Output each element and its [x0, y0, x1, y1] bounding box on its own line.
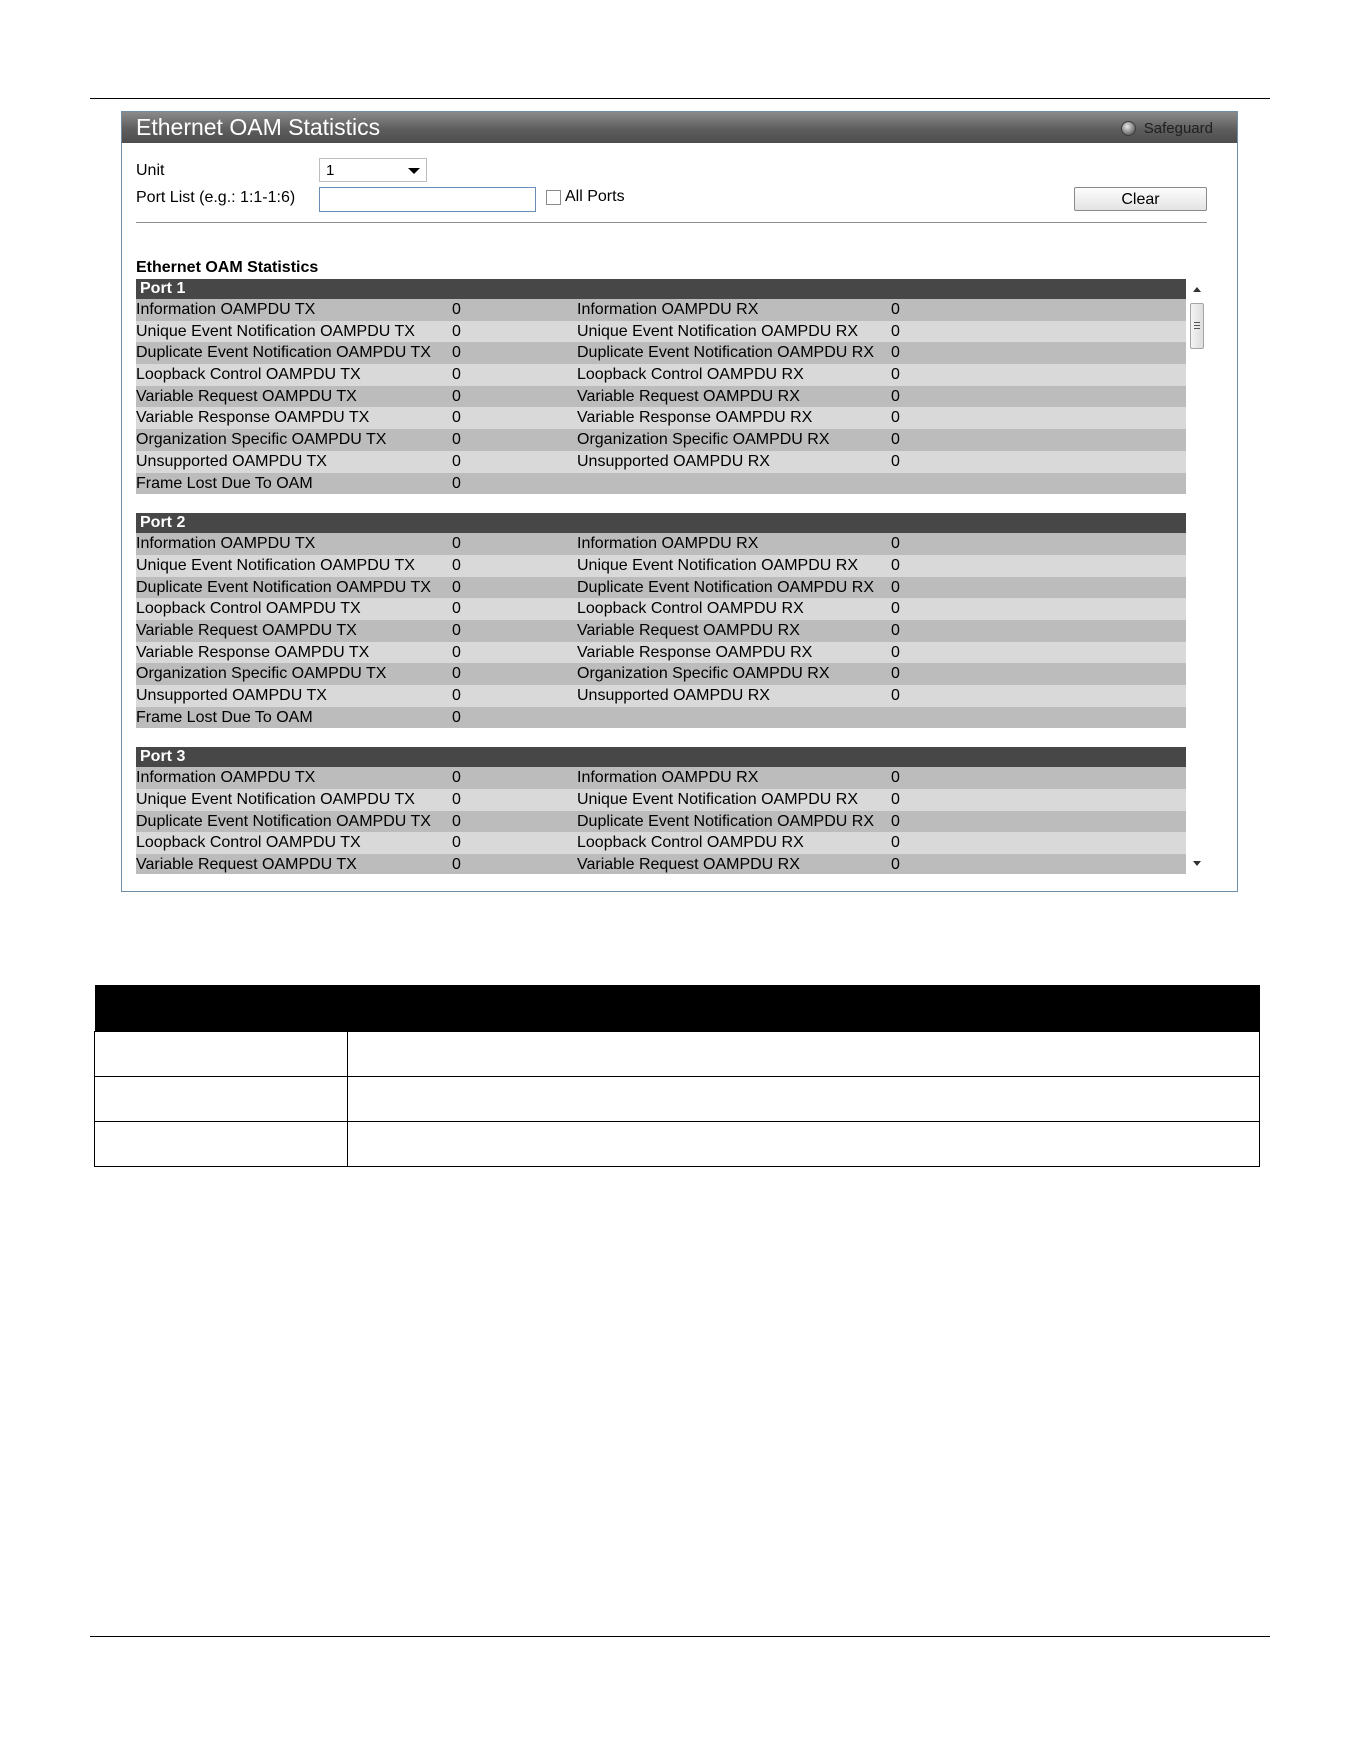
stat-value: 0 — [891, 856, 900, 874]
stat-value: 0 — [452, 687, 461, 704]
table-cell — [95, 1032, 348, 1077]
safeguard-indicator — [1121, 120, 1213, 137]
stat-label: Information OAMPDU RX — [577, 535, 759, 553]
stats-scroll-area[interactable] — [136, 279, 1204, 874]
stat-label: Variable Response OAMPDU RX — [577, 643, 813, 661]
form-divider — [136, 222, 1207, 223]
stat-value: 0 — [452, 708, 461, 726]
stat-value: 0 — [452, 409, 461, 427]
stat-label: Duplicate Event Notification OAMPDU TX — [136, 578, 431, 596]
grip-line — [1194, 325, 1200, 326]
panel-title: Ethernet OAM Statistics — [136, 114, 381, 140]
table-cell — [95, 1122, 348, 1167]
stat-label: Variable Response OAMPDU TX — [136, 409, 370, 427]
table-row — [136, 685, 1186, 707]
stat-label: Variable Response OAMPDU TX — [136, 643, 370, 661]
stat-label: Duplicate Event Notification OAMPDU TX — [136, 812, 431, 830]
stat-value: 0 — [452, 556, 461, 574]
unit-label: Unit — [136, 162, 165, 179]
stat-label: Unique Event Notification OAMPDU TX — [136, 322, 415, 340]
chevron-down-icon — [408, 168, 420, 174]
stat-label: Unique Event Notification OAMPDU RX — [577, 556, 858, 574]
table-cell — [348, 1032, 1260, 1077]
all-ports-checkbox[interactable] — [546, 190, 561, 205]
grip-line — [1194, 322, 1200, 323]
table-row — [136, 832, 1186, 854]
stat-label: Variable Request OAMPDU RX — [577, 856, 800, 874]
stat-value: 0 — [452, 665, 461, 683]
top-rule — [90, 98, 1270, 99]
oam-statistics-panel — [121, 111, 1238, 892]
port-header: Port 2 — [136, 513, 1186, 533]
table-cell — [348, 1077, 1260, 1122]
stat-label: Information OAMPDU RX — [577, 769, 759, 787]
stat-value: 0 — [452, 643, 461, 661]
stat-label: Duplicate Event Notification OAMPDU RX — [577, 812, 874, 830]
stat-label: Organization Specific OAMPDU RX — [577, 665, 830, 683]
stat-value: 0 — [452, 535, 461, 553]
stat-value: 0 — [891, 344, 900, 362]
port-block — [136, 513, 1186, 728]
stat-value: 0 — [452, 301, 461, 318]
all-ports-label: All Ports — [565, 188, 625, 205]
stat-value: 0 — [891, 322, 900, 340]
table-row — [95, 1032, 1260, 1077]
stat-label: Unique Event Notification OAMPDU TX — [136, 791, 415, 809]
stat-value: 0 — [891, 687, 900, 704]
stat-value: 0 — [452, 600, 461, 618]
vertical-scrollbar[interactable] — [1188, 279, 1206, 874]
table-row — [136, 429, 1186, 451]
table-row — [136, 767, 1186, 789]
table-row — [136, 321, 1186, 343]
stat-value: 0 — [891, 387, 900, 405]
grip-line — [1194, 328, 1200, 329]
stat-label: Unsupported OAMPDU TX — [136, 687, 327, 704]
stat-value: 0 — [452, 578, 461, 596]
stat-value: 0 — [891, 643, 900, 661]
stat-value: 0 — [452, 856, 461, 874]
port-header: Port 1 — [136, 279, 1186, 299]
stat-label: Information OAMPDU TX — [136, 769, 316, 787]
table-cell — [95, 1077, 348, 1122]
stat-label: Unsupported OAMPDU RX — [577, 452, 770, 470]
table-row — [136, 473, 1186, 495]
table-header-cell — [95, 985, 348, 1032]
table-row — [136, 620, 1186, 642]
stat-value: 0 — [452, 344, 461, 362]
stat-value: 0 — [891, 452, 900, 470]
table-header-cell — [348, 985, 1260, 1032]
table-row — [136, 299, 1186, 321]
stat-value: 0 — [891, 578, 900, 596]
stat-label: Information OAMPDU RX — [577, 301, 759, 318]
stat-value: 0 — [891, 812, 900, 830]
stat-label: Organization Specific OAMPDU TX — [136, 665, 387, 683]
stat-label: Variable Request OAMPDU TX — [136, 387, 357, 405]
stat-label: Frame Lost Due To OAM — [136, 474, 313, 492]
stat-label: Information OAMPDU TX — [136, 535, 316, 553]
table-row — [136, 707, 1186, 729]
port-rows — [136, 299, 1186, 494]
stat-value: 0 — [891, 301, 900, 318]
stat-label: Variable Request OAMPDU TX — [136, 621, 357, 639]
stat-value: 0 — [452, 621, 461, 639]
table-header-row — [95, 985, 1260, 1032]
scroll-up-arrow-icon[interactable] — [1193, 287, 1201, 292]
stat-value: 0 — [452, 366, 461, 384]
scrollbar-thumb[interactable] — [1190, 303, 1204, 349]
port-rows — [136, 767, 1186, 874]
panel-header — [122, 112, 1237, 143]
table-row — [136, 386, 1186, 408]
section-title: Ethernet OAM Statistics — [136, 259, 319, 276]
stat-label: Unique Event Notification OAMPDU TX — [136, 556, 415, 574]
stat-value: 0 — [452, 474, 461, 492]
port-block — [136, 747, 1186, 874]
stat-label: Unsupported OAMPDU RX — [577, 687, 770, 704]
stat-value: 0 — [891, 556, 900, 574]
bottom-rule — [90, 1636, 1270, 1637]
all-ports-option[interactable] — [546, 188, 625, 206]
stat-value: 0 — [891, 409, 900, 427]
stat-label: Loopback Control OAMPDU TX — [136, 600, 361, 618]
table-row — [136, 598, 1186, 620]
table-row — [136, 342, 1186, 364]
stat-label: Duplicate Event Notification OAMPDU RX — [577, 344, 874, 362]
table-row — [136, 789, 1186, 811]
stat-label: Variable Request OAMPDU RX — [577, 387, 800, 405]
table-row — [136, 854, 1186, 874]
unit-select-value: 1 — [326, 162, 335, 179]
stat-label: Loopback Control OAMPDU RX — [577, 366, 804, 384]
port-block — [136, 279, 1186, 494]
table-row — [136, 811, 1186, 833]
stat-value: 0 — [891, 621, 900, 639]
stat-value: 0 — [452, 452, 461, 470]
stat-label: Loopback Control OAMPDU RX — [577, 600, 804, 618]
safeguard-label: Safeguard — [1143, 120, 1213, 137]
stat-label: Loopback Control OAMPDU TX — [136, 366, 361, 384]
table-row — [136, 577, 1186, 599]
stat-value: 0 — [891, 791, 900, 809]
description-table — [94, 985, 1260, 1167]
stat-label: Organization Specific OAMPDU TX — [136, 431, 387, 449]
stat-value: 0 — [452, 834, 461, 852]
port-list-input[interactable] — [319, 187, 536, 212]
stat-label: Variable Request OAMPDU TX — [136, 856, 357, 874]
stat-value: 0 — [891, 665, 900, 683]
stat-label: Variable Request OAMPDU RX — [577, 621, 800, 639]
stat-label: Unique Event Notification OAMPDU RX — [577, 322, 858, 340]
stat-label: Information OAMPDU TX — [136, 301, 316, 318]
stat-label: Duplicate Event Notification OAMPDU TX — [136, 344, 431, 362]
table-cell — [348, 1122, 1260, 1167]
stat-value: 0 — [891, 769, 900, 787]
stat-value: 0 — [452, 431, 461, 449]
stat-value: 0 — [891, 431, 900, 449]
stat-label: Unique Event Notification OAMPDU RX — [577, 791, 858, 809]
stat-value: 0 — [891, 600, 900, 618]
unit-select[interactable] — [319, 158, 427, 182]
port-rows — [136, 533, 1186, 728]
stat-value: 0 — [452, 812, 461, 830]
stat-label: Loopback Control OAMPDU TX — [136, 834, 361, 852]
table-row — [136, 642, 1186, 664]
table-row — [136, 364, 1186, 386]
clear-button[interactable]: Clear — [1074, 187, 1207, 211]
table-row — [136, 663, 1186, 685]
stat-value: 0 — [891, 535, 900, 553]
stat-label: Unsupported OAMPDU TX — [136, 452, 327, 470]
table-row — [136, 533, 1186, 555]
stat-value: 0 — [452, 387, 461, 405]
table-row — [136, 555, 1186, 577]
safeguard-icon — [1121, 121, 1136, 136]
table-row — [95, 1122, 1260, 1167]
stat-label: Organization Specific OAMPDU RX — [577, 431, 830, 449]
stat-label: Duplicate Event Notification OAMPDU RX — [577, 578, 874, 596]
stat-value: 0 — [891, 834, 900, 852]
table-row — [136, 407, 1186, 429]
stat-label: Frame Lost Due To OAM — [136, 708, 313, 726]
stat-value: 0 — [891, 366, 900, 384]
table-row — [136, 451, 1186, 473]
scroll-down-arrow-icon[interactable] — [1193, 861, 1201, 866]
port-list-label: Port List (e.g.: 1:1-1:6) — [136, 189, 296, 206]
stat-value: 0 — [452, 322, 461, 340]
port-header: Port 3 — [136, 747, 1186, 767]
stat-value: 0 — [452, 769, 461, 787]
stat-value: 0 — [452, 791, 461, 809]
stat-label: Loopback Control OAMPDU RX — [577, 834, 804, 852]
stat-label: Variable Response OAMPDU RX — [577, 409, 813, 427]
table-row — [95, 1077, 1260, 1122]
